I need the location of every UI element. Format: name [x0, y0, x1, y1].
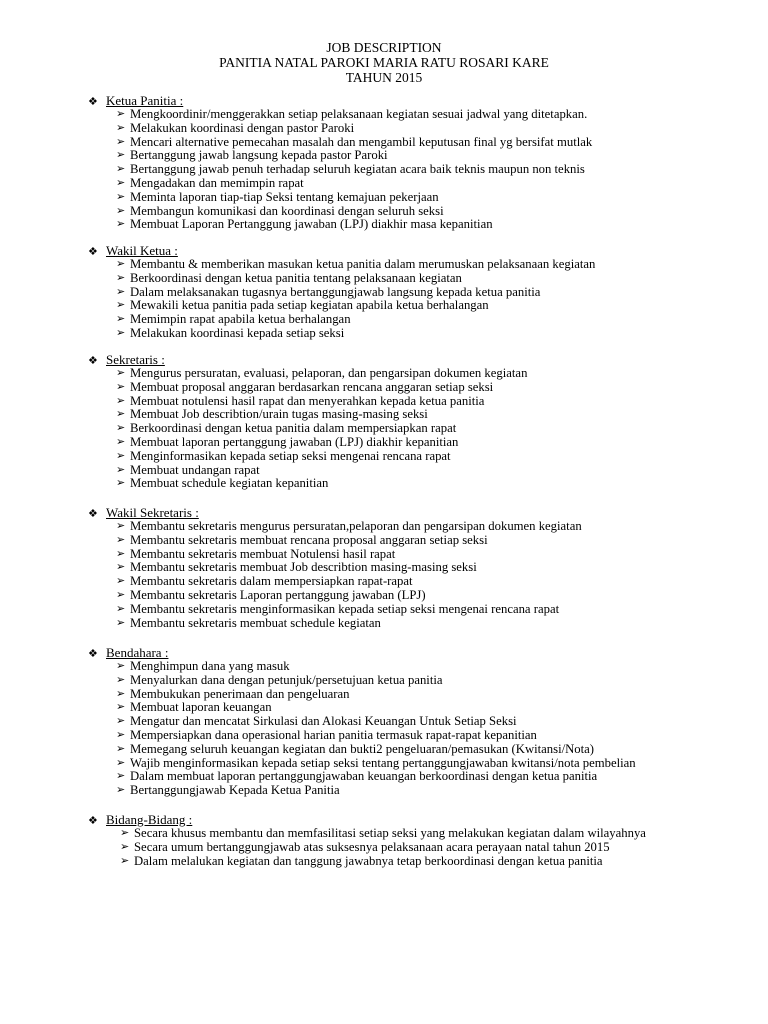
arrow-bullet-icon: ➢ — [116, 770, 126, 783]
arrow-bullet-icon: ➢ — [116, 673, 126, 686]
arrow-bullet-icon: ➢ — [116, 756, 126, 769]
list-item: ➢ Memegang seluruh keuangan kegiatan dan bukti2 pengeluaran/pemasukan (Kwitansi/Nota) — [116, 741, 595, 756]
arrow-bullet-icon: ➢ — [116, 380, 126, 393]
list-item: ➢ Membantu sekretaris mengurus persuratan,pelaporan dan pengarsipan dokumen kegiatan — [116, 519, 582, 533]
list-item: ➢ Membuat laporan keuangan — [116, 700, 272, 715]
list-item: ➢ Bertanggungjawab Kepada Ketua Panitia — [116, 783, 340, 798]
arrow-bullet-icon: ➢ — [116, 271, 126, 284]
document-year: TAHUN 2015 — [345, 70, 423, 85]
document-header — [0, 40, 768, 85]
section-sekretaris — [88, 353, 748, 491]
list-item: ➢ Membantu sekretaris membuat Notulensi hasil rapat — [116, 546, 396, 561]
arrow-bullet-icon: ➢ — [116, 616, 126, 629]
arrow-bullet-icon: ➢ — [116, 742, 126, 755]
arrow-bullet-icon: ➢ — [116, 313, 126, 326]
list-item: ➢ Mewakili ketua panitia pada setiap kegiatan apabila ketua berhalangan — [116, 298, 489, 313]
section-bidang-bidang — [88, 813, 748, 868]
diamond-bullet-icon: ❖ — [88, 355, 98, 367]
list-item: ➢ Secara khusus membantu dan memfasilitasi setiap seksi yang melakukan kegiatan dalam wilayahnya — [120, 826, 646, 840]
list-item: ➢ Membukukan penerimaan dan pengeluaran — [116, 686, 350, 701]
arrow-bullet-icon: ➢ — [120, 827, 130, 839]
list-item: ➢ Membantu sekretaris membuat Job describtion masing-masing seksi — [116, 560, 477, 575]
list-item: ➢ Mencari alternative pemecahan masalah dan mengambil keputusan final yg bersifat mutlak — [116, 134, 593, 149]
arrow-bullet-icon: ➢ — [116, 258, 126, 270]
list-item: ➢ Wajib menginformasikan kepada setiap seksi tentang pertanggungjawaban kwitansi/nota pembelian — [116, 755, 636, 770]
arrow-bullet-icon: ➢ — [116, 149, 126, 162]
list-item: ➢ Dalam melaksanakan tugasnya bertanggungjawab langsung kepada ketua panitia — [116, 284, 541, 299]
list-item: ➢ Membuat schedule kegiatan kepanitian — [116, 476, 329, 491]
arrow-bullet-icon: ➢ — [116, 602, 126, 615]
list-item: ➢ Membangun komunikasi dan koordinasi dengan seluruh seksi — [116, 203, 444, 218]
list-item: ➢ Dalam melalukan kegiatan dan tanggung jawabnya tetap berkoordinasi dengan ketua panitia — [120, 853, 603, 868]
list-item: ➢ Berkoordinasi dengan ketua panitia dalam mempersiapkan rapat — [116, 421, 457, 436]
list-item: ➢ Bertanggung jawab langsung kepada pastor Paroki — [116, 148, 388, 163]
list-item: ➢ Mengadakan dan memimpin rapat — [116, 175, 304, 190]
list-item: ➢ Bertanggung jawab penuh terhadap seluruh kegiatan acara baik teknis maupun non teknis — [116, 162, 585, 177]
section-wakil-sekretaris — [88, 506, 748, 630]
arrow-bullet-icon: ➢ — [116, 477, 126, 490]
list-item: ➢ Melakukan koordinasi dengan pastor Paroki — [116, 120, 355, 135]
list-item: ➢ Melakukan koordinasi kepada setiap seksi — [116, 325, 345, 340]
diamond-bullet-icon: ❖ — [88, 508, 98, 520]
arrow-bullet-icon: ➢ — [120, 854, 130, 867]
document-title: JOB DESCRIPTION — [326, 40, 442, 55]
arrow-bullet-icon: ➢ — [116, 190, 126, 203]
section-title: ❖ Wakil Ketua : — [88, 243, 178, 258]
arrow-bullet-icon: ➢ — [116, 394, 126, 407]
list-item: ➢ Memimpin rapat apabila ketua berhalangan — [116, 312, 351, 327]
arrow-bullet-icon: ➢ — [116, 561, 126, 574]
diamond-bullet-icon: ❖ — [88, 648, 98, 660]
section-title: ❖ Ketua Panitia : — [88, 93, 184, 108]
list-item: ➢ Membantu sekretaris membuat schedule kegiatan — [116, 615, 381, 630]
arrow-bullet-icon: ➢ — [116, 121, 126, 134]
arrow-bullet-icon: ➢ — [116, 687, 126, 700]
diamond-bullet-icon: ❖ — [88, 815, 98, 827]
list-item: ➢ Meminta laporan tiap-tiap Seksi tentang kemajuan pekerjaan — [116, 189, 439, 204]
diamond-bullet-icon: ❖ — [88, 246, 98, 258]
arrow-bullet-icon: ➢ — [116, 660, 126, 672]
list-item: ➢ Membantu & memberikan masukan ketua panitia dalam merumuskan pelaksanaan kegiatan — [116, 257, 596, 271]
arrow-bullet-icon: ➢ — [116, 701, 126, 714]
arrow-bullet-icon: ➢ — [116, 784, 126, 797]
arrow-bullet-icon: ➢ — [116, 408, 126, 421]
list-item: ➢ Membantu sekretaris dalam mempersiapkan rapat-rapat — [116, 574, 413, 589]
list-item: ➢ Membuat Laporan Pertanggung jawaban (LPJ) diakhir masa kepanitian — [116, 217, 493, 232]
diamond-bullet-icon: ❖ — [88, 96, 98, 108]
list-item: ➢ Membantu sekretaris Laporan pertanggung jawaban (LPJ) — [116, 587, 426, 602]
list-item: ➢ Membuat undangan rapat — [116, 462, 260, 477]
arrow-bullet-icon: ➢ — [116, 422, 126, 435]
list-item: ➢ Secara umum bertanggungjawab atas suksesnya pelaksanaan acara perayaan natal tahun 2015 — [120, 839, 610, 854]
arrow-bullet-icon: ➢ — [116, 520, 126, 532]
section-title: ❖ Sekretaris : — [88, 352, 165, 367]
list-item: ➢ Mempersiapkan dana operasional harian panitia termasuk rapat-rapat kepanitian — [116, 727, 537, 742]
arrow-bullet-icon: ➢ — [116, 715, 126, 728]
arrow-bullet-icon: ➢ — [116, 176, 126, 189]
arrow-bullet-icon: ➢ — [116, 533, 126, 546]
list-item: ➢ Mengatur dan mencatat Sirkulasi dan Alokasi Keuangan Untuk Setiap Seksi — [116, 714, 517, 729]
arrow-bullet-icon: ➢ — [120, 840, 130, 853]
list-item: ➢ Dalam membuat laporan pertanggungjawaban keuangan berkoordinasi dengan ketua panitia — [116, 769, 598, 784]
arrow-bullet-icon: ➢ — [116, 728, 126, 741]
arrow-bullet-icon: ➢ — [116, 204, 126, 217]
list-item: ➢ Membuat Job describtion/urain tugas masing-masing seksi — [116, 407, 428, 422]
list-item: ➢ Membantu sekretaris membuat rencana proposal anggaran setiap seksi — [116, 532, 488, 547]
arrow-bullet-icon: ➢ — [116, 135, 126, 148]
arrow-bullet-icon: ➢ — [116, 449, 126, 462]
arrow-bullet-icon: ➢ — [116, 163, 126, 176]
list-item: ➢ Mengkoordinir/menggerakkan setiap pelaksanaan kegiatan sesuai jadwal yang ditetapkan. — [116, 107, 588, 121]
arrow-bullet-icon: ➢ — [116, 367, 126, 379]
list-item: ➢ Menghimpun dana yang masuk — [116, 659, 290, 673]
committee-name: PANITIA NATAL PAROKI MARIA RATU ROSARI KARE — [219, 55, 549, 70]
arrow-bullet-icon: ➢ — [116, 326, 126, 339]
arrow-bullet-icon: ➢ — [116, 588, 126, 601]
list-item: ➢ Menginformasikan kepada setiap seksi mengenai rencana rapat — [116, 448, 451, 463]
section-title: ❖ Wakil Sekretaris : — [88, 505, 199, 520]
section-title: ❖ Bendahara : — [88, 645, 169, 660]
arrow-bullet-icon: ➢ — [116, 108, 126, 120]
arrow-bullet-icon: ➢ — [116, 299, 126, 312]
section-ketua-panitia — [88, 94, 748, 232]
list-item: ➢ Membuat proposal anggaran berdasarkan rencana anggaran setiap seksi — [116, 379, 494, 394]
section-bendahara — [88, 646, 748, 798]
list-item: ➢ Berkoordinasi dengan ketua panitia tentang pelaksanaan kegiatan — [116, 270, 462, 285]
arrow-bullet-icon: ➢ — [116, 285, 126, 298]
section-title: ❖ Bidang-Bidang : — [88, 812, 193, 827]
arrow-bullet-icon: ➢ — [116, 547, 126, 560]
arrow-bullet-icon: ➢ — [116, 575, 126, 588]
list-item: ➢ Menyalurkan dana dengan petunjuk/persetujuan ketua panitia — [116, 672, 443, 687]
list-item: ➢ Mengurus persuratan, evaluasi, pelaporan, dan pengarsipan dokumen kegiatan — [116, 366, 528, 380]
list-item: ➢ Membuat laporan pertanggung jawaban (LPJ) diakhir kepanitian — [116, 434, 459, 449]
arrow-bullet-icon: ➢ — [116, 435, 126, 448]
list-item: ➢ Membuat notulensi hasil rapat dan menyerahkan kepada ketua panitia — [116, 393, 485, 408]
arrow-bullet-icon: ➢ — [116, 463, 126, 476]
section-wakil-ketua — [88, 244, 748, 341]
list-item: ➢ Membantu sekretaris menginformasikan kepada setiap seksi mengenai rencana rapat — [116, 601, 560, 616]
arrow-bullet-icon: ➢ — [116, 218, 126, 231]
